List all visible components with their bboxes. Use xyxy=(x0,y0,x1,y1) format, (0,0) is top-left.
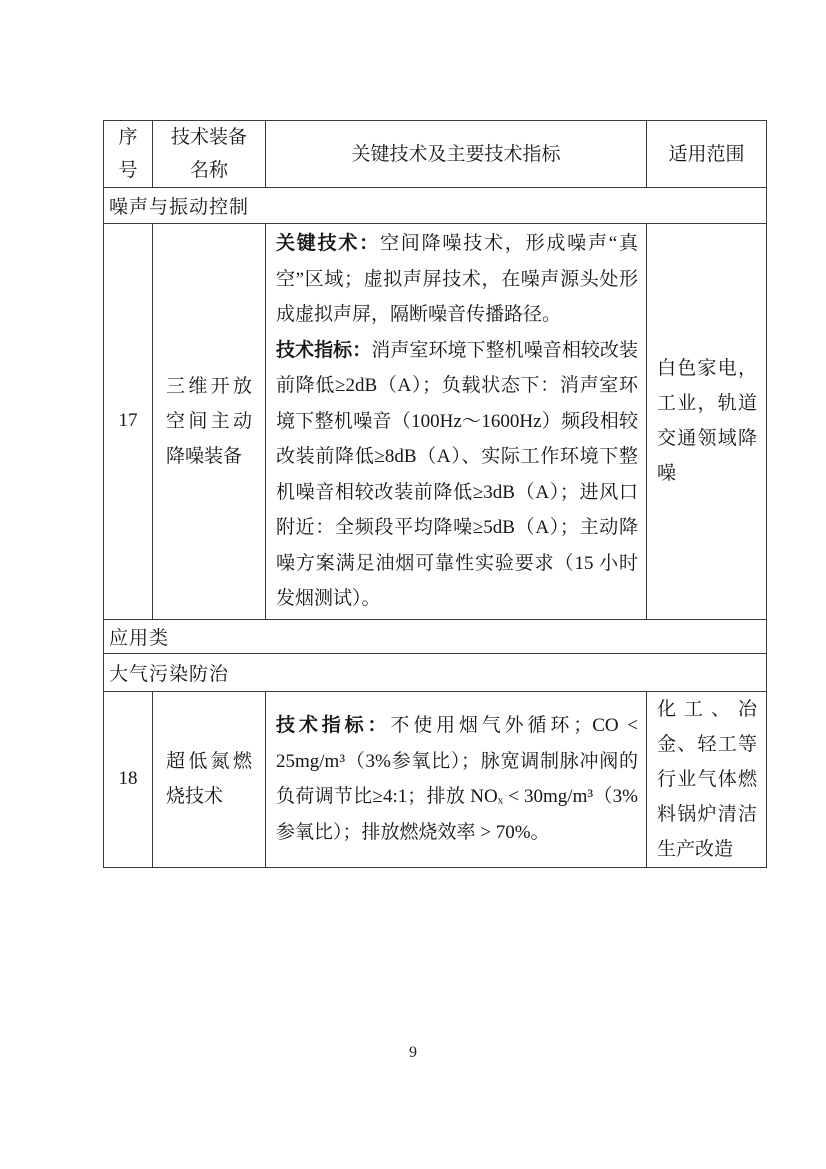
header-col-scope: 适用范围 xyxy=(647,121,767,188)
row-17-equipment-name: 三维开放空间主动降噪装备 xyxy=(153,224,266,620)
table-row-18 xyxy=(104,691,767,867)
section-label-application: 应用类 xyxy=(104,619,767,653)
row-18-tech-indicators xyxy=(266,691,647,867)
tech-equipment-table xyxy=(103,120,767,868)
row-17-number: 17 xyxy=(104,224,153,620)
section-label-noise-control: 噪声与振动控制 xyxy=(104,188,767,224)
section-row-noise-control xyxy=(104,188,767,224)
key-tech-label: 关键技术： xyxy=(276,233,380,254)
row-18-tech-index-paragraph xyxy=(276,708,638,850)
row-18-scope: 化工、冶金、轻工等行业气体燃料锅炉清洁生产改造 xyxy=(647,691,767,867)
header-col-no xyxy=(104,121,153,188)
header-col-name xyxy=(153,121,266,188)
row-17-tech-indicators xyxy=(266,224,647,620)
key-tech-text: 空间降噪技术，形成噪声“真空”区域；虚拟声屏技术，在噪声源头处形成虚拟声屏，隔断噪音传播路径。 xyxy=(276,233,638,325)
row-18-number: 18 xyxy=(104,691,153,867)
section-row-air-pollution xyxy=(104,653,767,691)
section-row-application xyxy=(104,619,767,653)
section-label-air-pollution: 大气污染防治 xyxy=(104,653,767,691)
table-header-row xyxy=(104,121,767,188)
row-17-tech-index-paragraph xyxy=(276,333,638,617)
row-18-equipment-name: 超低氮燃烧技术 xyxy=(153,691,266,867)
tech-index-label: 技术指标： xyxy=(276,715,391,736)
header-col-no-label: 序号 xyxy=(118,127,138,181)
header-col-name-label: 技术装备名称 xyxy=(170,127,247,181)
header-col-tech: 关键技术及主要技术指标 xyxy=(266,121,647,188)
page-number: 9 xyxy=(409,1044,417,1061)
tech-index-text: 不使用烟气外循环；CO < 25mg/m³（3%参氧比）；脉宽调制脉冲阀的负荷调节比≥4:1；排放 NOₓ < 30mg/m³（3%参氧比）；排放燃烧效率 > 70%。 xyxy=(276,715,638,843)
table-row-17 xyxy=(104,224,767,620)
row-17-scope: 白色家电，工业，轨道交通领域降噪 xyxy=(647,224,767,620)
row-17-key-tech-paragraph xyxy=(276,226,638,333)
tech-index-text: 消声室环境下整机噪音相较改装前降低≥2dB（A）；负载状态下：消声室环境下整机噪音（100Hz～1600Hz）频段相较改装前降低≥8dB（A）、实际工作环境下整机噪音相较改装前降低≥3dB（A）；进风口附近：全频段平均降噪≥5dB（A）；主动降噪方案满足油烟可靠性实验要求（15 小时发烟测试）。 xyxy=(276,339,638,609)
tech-index-label: 技术指标： xyxy=(276,339,372,361)
